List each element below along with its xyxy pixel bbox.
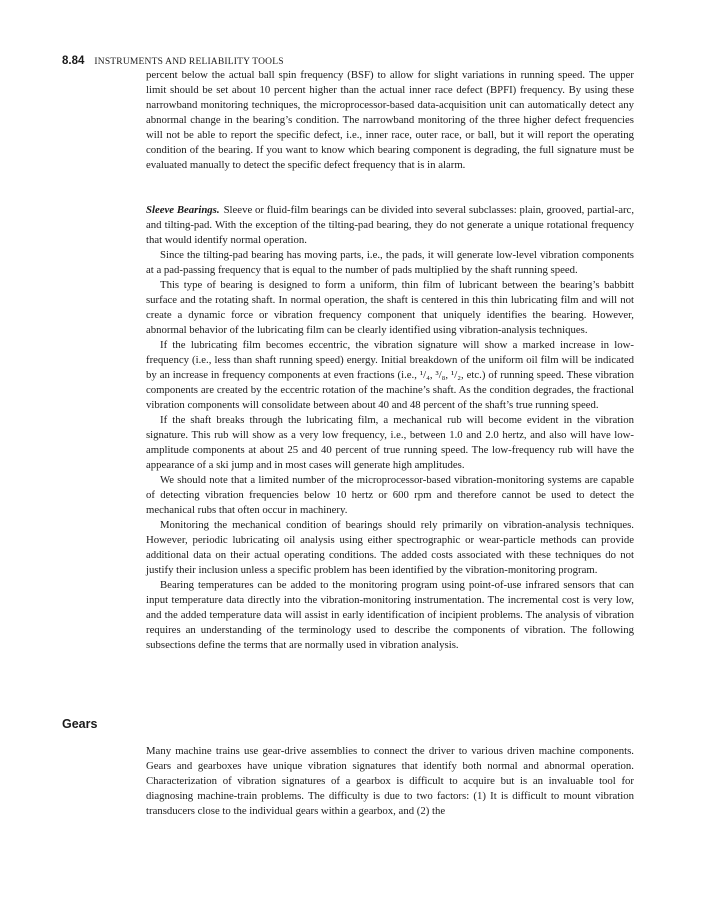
sleeve-paragraph-1 — [146, 203, 634, 248]
sleeve-bearings-section — [146, 203, 634, 653]
gears-paragraph: Many machine trains use gear-drive assemblies to connect the driver to various driven machine components. Gears and gearboxes have unique vibration signatures that identify both normal and abnormal operation. Characterization of vibration signatures of a gearbox is difficult to acquire but is an invaluable tool for diagnosing machine-train problems. The difficulty is due to two factors: (1) It is difficult to mount vibration transducers close to the individual gears within a gearbox, and (2) the — [146, 745, 634, 817]
sleeve-paragraph-5: If the shaft breaks through the lubricating film, a mechanical rub will become evident in the vibration signature. This rub will show as a very low frequency, i.e., between 1.0 and 2.0 hertz, and also will have low-amplitude components at about 25 and 40 percent of true running speed. The low-frequency rub will have the appearance of a ski jump and in most cases will generate high amplitudes. — [146, 414, 634, 471]
running-head-title: INSTRUMENTS AND RELIABILITY TOOLS — [94, 57, 284, 67]
intro-paragraph: percent below the actual ball spin frequency (BSF) to allow for slight variations in running speed. The upper limit should be set about 10 percent higher than the actual inner race defect (BPFI) frequency. By using these narrowband monitoring techniques, the microprocessor-based data-acquisition unit can automatically detect any abnormal change in the bearing’s condition. The narrowband monitoring of the three higher defect frequencies will not be able to report the specific defect, i.e., inner race, outer race, or ball, but it will report the operating condition of the bearing. If you want to know which bearing component is degrading, the full signature must be evaluated manually to detect the specific defect frequency that is in alarm. — [146, 69, 634, 171]
sleeve-paragraph-7: Monitoring the mechanical condition of bearings should rely primarily on vibration-analysis techniques. However, periodic lubricating oil analysis using either spectrographic or wear-particle methods can provide additional data on their actual operating conditions. The added costs associated with these techniques do not justify their inclusion unless a specific problem has been identified by the vibration-monitoring program. — [146, 519, 634, 576]
sleeve-paragraph-8: Bearing temperatures can be added to the monitoring program using point-of-use infrared sensors that can input temperature data directly into the vibration-monitoring instrumentation. The incremental cost is very low, and the added temperature data will assist in early identification of incipient problems. The analysis of vibration requires an understanding of the terminology used to describe the components of vibration. The following subsections define the terms that are normally used in vibration analysis. — [146, 579, 634, 651]
sleeve-bearings-heading: Sleeve Bearings. — [146, 204, 220, 216]
gears-section — [146, 744, 634, 819]
running-head — [62, 51, 662, 67]
gears-section-heading: Gears — [62, 717, 98, 731]
sleeve-paragraph-1-text: Sleeve or fluid-film bearings can be divided into several subclasses: plain, grooved, partial-arc, and tilting-pad. With the exception of the tilting-pad bearing, they do not generate a unique rotational frequency that would identify normal operation. — [146, 204, 635, 246]
sleeve-paragraph-4: If the lubricating film becomes eccentric, the vibration signature will show a marked increase in low-frequency (i.e., less than shaft running speed) energy. Initial breakdown of the uniform oil film will be indicated by an increase in frequency components at even fractions (i.e., ¹/₄, ³/₈, ¹/₂, etc.) of running speed. These vibration components are created by the eccentric rotation of the machine’s shaft. As the condition degrades, the fractional vibration components will consolidate between about 40 and 48 percent of the shaft’s true running speed. — [146, 339, 634, 411]
intro-text-block — [146, 68, 634, 173]
sleeve-paragraph-2: Since the tilting-pad bearing has moving parts, i.e., the pads, it will generate low-level vibration components at a pad-passing frequency that is equal to the number of pads multiplied by the shaft running speed. — [146, 249, 634, 276]
sleeve-paragraph-3: This type of bearing is designed to form a uniform, thin film of lubricant between the bearing’s babbitt surface and the rotating shaft. In normal operation, the shaft is centered in this thin lubricating film and will not create a dynamic force or vibration frequency component that uniquely identifies the bearing. However, abnormal behavior of the lubricating film can be clearly identified using vibration-analysis techniques. — [146, 279, 634, 336]
sleeve-paragraph-6: We should note that a limited number of the microprocessor-based vibration-monitoring systems are capable of detecting vibration frequencies below 10 hertz or 600 rpm and therefore cannot be used to detect the mechanical rubs that often occur in machinery. — [146, 474, 634, 516]
page-number: 8.84 — [62, 55, 85, 67]
